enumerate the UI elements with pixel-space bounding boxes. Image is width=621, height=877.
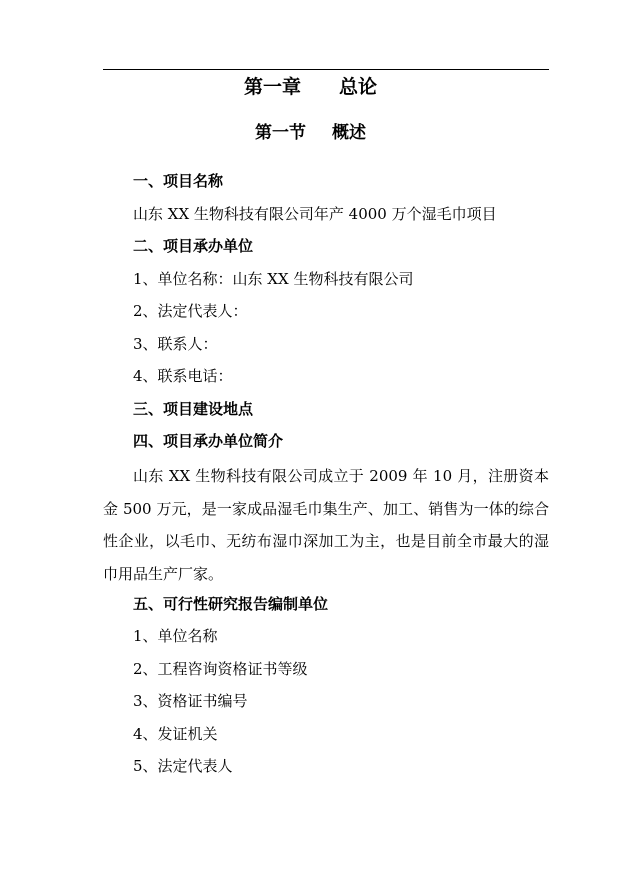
sponsor-intro-paragraph: 山东 XX 生物科技有限公司成立于 2009 年 10 月，注册资本金 500 万元，是一家成品湿毛巾集生产、加工、销售为一体的综合性企业，以毛巾、无纺布湿巾深加工为主，也是目前全市最大的湿巾用品生产厂家。 [103,467,549,583]
preparer-cert-level: 2、工程咨询资格证书等级 [133,660,308,678]
chapter-number: 第一章 [243,76,301,98]
heading-sponsor-intro: 四、项目承办单位简介 [133,432,284,450]
sponsor-contact: 3、联系人： [133,335,218,353]
heading-sponsor: 二、项目承办单位 [133,237,254,255]
chapter-name: 总论 [339,76,378,98]
chapter-title [0,74,621,100]
heading-project-name: 一、项目名称 [133,172,224,190]
sponsor-unit-name: 1、单位名称：山东 XX 生物科技有限公司 [133,270,414,288]
header-rule [103,69,549,70]
heading-report-preparer: 五、可行性研究报告编制单位 [133,595,329,613]
section-number: 第一节 [255,123,306,143]
preparer-legal-rep: 5、法定代表人 [133,757,233,775]
preparer-issuer: 4、发证机关 [133,725,218,743]
project-name-text: 山东 XX 生物科技有限公司年产 4000 万个湿毛巾项目 [133,205,497,223]
preparer-unit-name: 1、单位名称 [133,627,218,645]
sponsor-legal-rep: 2、法定代表人： [133,302,248,320]
preparer-cert-number: 3、资格证书编号 [133,692,248,710]
sponsor-phone: 4、联系电话： [133,367,233,385]
section-title [0,121,621,145]
heading-location: 三、项目建设地点 [133,400,254,418]
section-name: 概述 [332,123,366,143]
